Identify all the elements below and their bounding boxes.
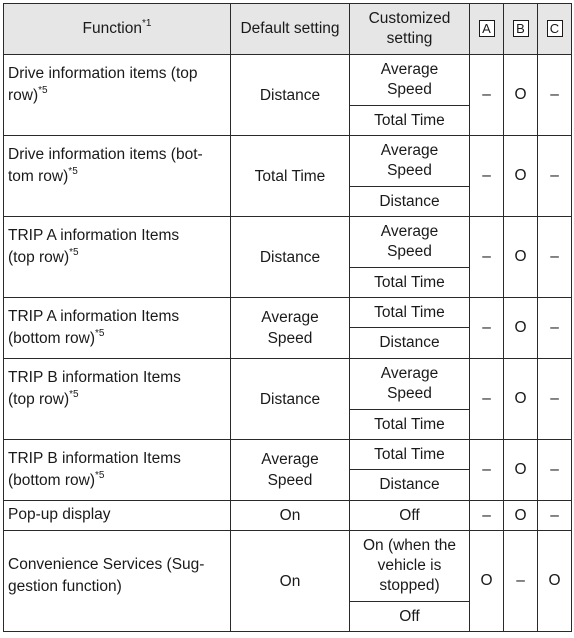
- mark-a: –: [470, 217, 504, 298]
- option-cell: Total Time: [350, 298, 470, 328]
- mark-b: O: [504, 501, 538, 531]
- boxed-letter-a: A: [479, 20, 495, 37]
- option-cell: Average Speed: [350, 217, 470, 268]
- table-row: [4, 298, 572, 328]
- header-col-a: [470, 4, 504, 55]
- default-cell: Total Time: [231, 136, 350, 217]
- mark-b: O: [504, 298, 538, 359]
- mark-a: O: [470, 531, 504, 632]
- mark-c: O: [538, 531, 572, 632]
- boxed-letter-b: B: [513, 20, 529, 37]
- mark-b: –: [504, 531, 538, 632]
- default-cell: On: [231, 501, 350, 531]
- default-cell: Distance: [231, 217, 350, 298]
- default-cell: Average Speed: [231, 298, 350, 359]
- function-cell: TRIP A information Items (bottom row)$^{*5}$: [4, 298, 231, 359]
- option-cell: Total Time: [350, 106, 470, 136]
- default-cell: Distance: [231, 55, 350, 136]
- table-row: [4, 440, 572, 470]
- mark-c: –: [538, 359, 572, 440]
- option-cell: On (when the vehicle is stopped): [350, 531, 470, 602]
- option-cell: Total Time: [350, 410, 470, 440]
- option-cell: Distance: [350, 328, 470, 359]
- mark-c: –: [538, 136, 572, 217]
- table-row: [4, 136, 572, 187]
- mark-b: O: [504, 136, 538, 217]
- mark-b: O: [504, 217, 538, 298]
- mark-c: –: [538, 501, 572, 531]
- default-cell: Distance: [231, 359, 350, 440]
- header-col-b: [504, 4, 538, 55]
- table-row: [4, 359, 572, 410]
- function-cell: Drive information items (bot- tom row)$^{*5}$: [4, 136, 231, 217]
- mark-a: –: [470, 501, 504, 531]
- table-row: [4, 501, 572, 531]
- header-customized-setting: Customized setting: [350, 4, 470, 55]
- option-cell: Average Speed: [350, 55, 470, 106]
- boxed-letter-c: C: [547, 20, 563, 37]
- mark-a: –: [470, 136, 504, 217]
- table-row: [4, 531, 572, 602]
- mark-a: –: [470, 359, 504, 440]
- default-cell: On: [231, 531, 350, 632]
- mark-c: –: [538, 298, 572, 359]
- option-cell: Off: [350, 501, 470, 531]
- header-function-note: *1: [142, 18, 152, 29]
- option-cell: Total Time: [350, 268, 470, 298]
- function-cell: Drive information items (top row)$^{*5}$: [4, 55, 231, 136]
- function-cell: Convenience Services (Sug- gestion function): [4, 531, 231, 632]
- option-cell: Average Speed: [350, 359, 470, 410]
- option-cell: Distance: [350, 187, 470, 217]
- mark-a: –: [470, 440, 504, 501]
- header-col-c: [538, 4, 572, 55]
- mark-a: –: [470, 298, 504, 359]
- mark-b: O: [504, 55, 538, 136]
- function-cell: TRIP B information Items (top row)$^{*5}$: [4, 359, 231, 440]
- function-cell: TRIP A information Items (top row)$^{*5}$: [4, 217, 231, 298]
- mark-c: –: [538, 55, 572, 136]
- mark-c: –: [538, 440, 572, 501]
- function-cell: Pop-up display: [4, 501, 231, 531]
- option-cell: Off: [350, 602, 470, 632]
- option-cell: Distance: [350, 470, 470, 501]
- header-row: [4, 4, 572, 55]
- option-cell: Total Time: [350, 440, 470, 470]
- table-row: [4, 217, 572, 268]
- mark-b: O: [504, 440, 538, 501]
- header-default-setting: Default setting: [231, 4, 350, 55]
- table-row: [4, 55, 572, 106]
- mark-a: –: [470, 55, 504, 136]
- function-cell: TRIP B information Items (bottom row)$^{*5}$: [4, 440, 231, 501]
- settings-table: [3, 3, 572, 632]
- mark-c: –: [538, 217, 572, 298]
- option-cell: Average Speed: [350, 136, 470, 187]
- mark-b: O: [504, 359, 538, 440]
- header-function: Function$^{*1}$: [4, 4, 231, 55]
- default-cell: Average Speed: [231, 440, 350, 501]
